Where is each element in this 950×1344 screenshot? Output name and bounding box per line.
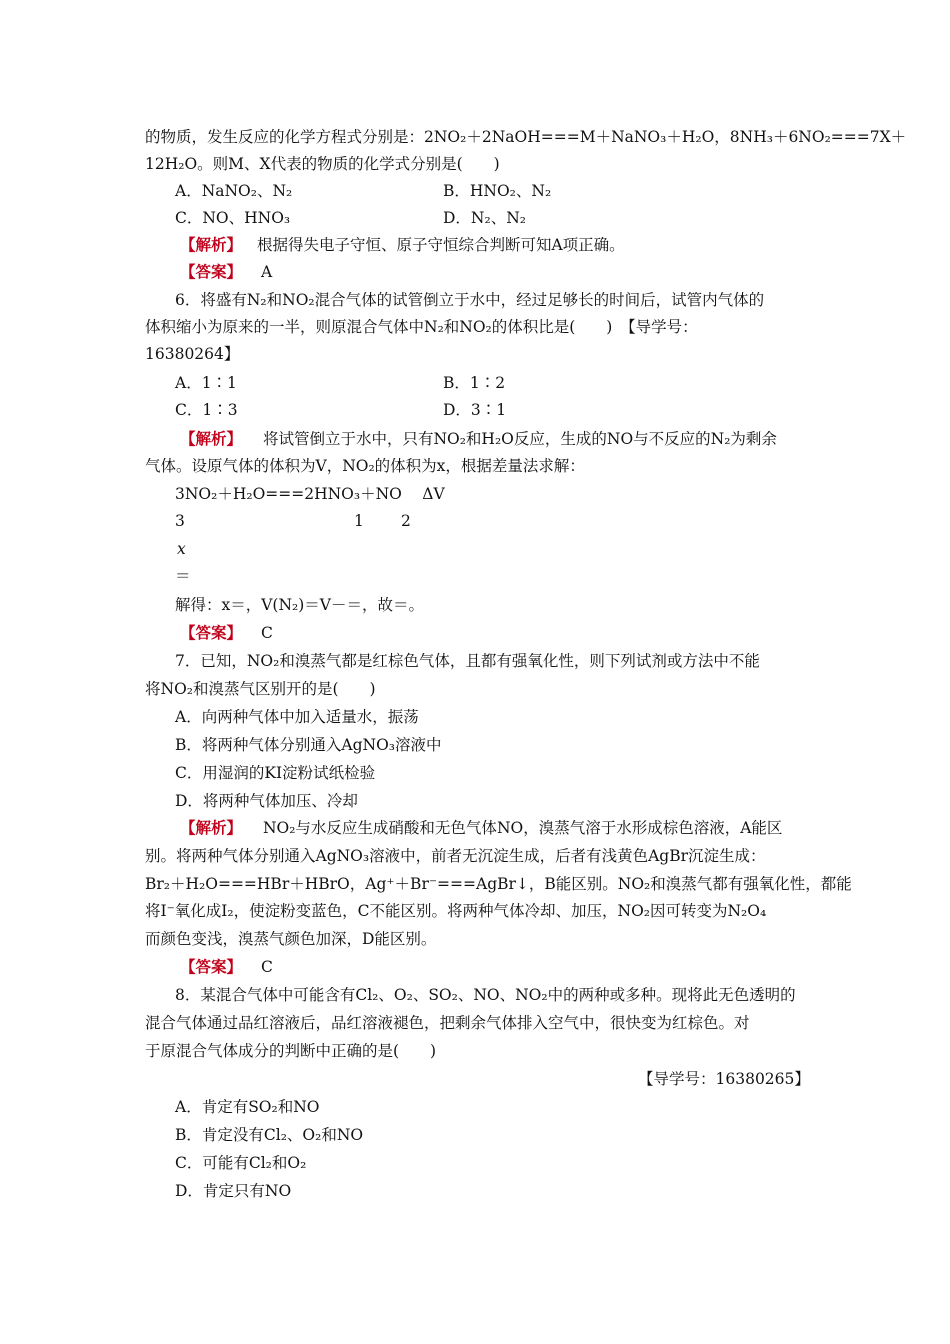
q8-option-d: D．肯定只有NO [175,1182,292,1200]
q6-solve: 解得：x＝，V(N₂)＝V－＝，故＝。 [175,596,424,614]
analysis-tag: 【解析】 [180,235,243,254]
q6-option-d: D．3∶1 [443,401,507,419]
q8-stem-line1: 8．某混合气体中可能含有Cl₂、O₂、SO₂、NO、NO₂中的两种或多种。现将此无色透明的 [175,986,796,1004]
q6-option-c: C．1∶3 [175,401,238,419]
q7-analysis-line4: 将I⁻氧化成I₂，使淀粉变蓝色，C不能区别。将两种气体冷却、加压，NO₂因可转变为N₂O₄ [145,902,767,920]
analysis-text: 根据得失电子守恒、原子守恒综合判断可知A项正确。 [256,236,625,254]
q6-stem-line2: 体积缩小为原来的一半，则原混合气体中N₂和NO₂的体积比是( ) 【导学号： [145,318,698,336]
q7-option-b: B．将两种气体分别通入AgNO₃溶液中 [175,736,442,754]
q5-stem-line1: 的物质，发生反应的化学方程式分别是：2NO₂＋2NaOH===M＋NaNO₃＋H₂O，8NH₃＋6NO₂===7X＋ [145,128,907,146]
q6-option-a: A．1∶1 [175,374,237,392]
q7-analysis-line3: Br₂＋H₂O===HBr＋HBrO，Ag⁺＋Br⁻===AgBr↓，B能区别。NO₂和溴蒸气都有强氧化性，都能 [145,875,852,893]
answer-value: C [260,958,273,976]
q6-analysis-line1 [180,428,777,450]
q8-stem-line2: 混合气体通过品红溶液后，品红溶液褪色，把剩余气体排入空气中，很快变为红棕色。对 [145,1014,750,1032]
q6-guide-number: 16380264】 [145,345,240,363]
q8-stem-line3: 于原混合气体成分的判断中正确的是( ) [145,1042,437,1060]
q6-analysis-line2: 气体。设原气体的体积为V，NO₂的体积为x，根据差量法求解： [145,457,585,475]
q7-option-d: D．将两种气体加压、冷却 [175,792,358,810]
q6-eq-coef-3: 3 [175,512,185,530]
q8-option-c: C．可能有Cl₂和O₂ [175,1154,307,1172]
answer-tag: 【答案】 [180,623,243,642]
q6-stem-line1: 6．将盛有N₂和NO₂混合气体的试管倒立于水中，经过足够长的时间后，试管内气体的 [175,291,765,309]
q6-answer [180,622,273,644]
q5-option-d: D．N₂、N₂ [443,209,526,227]
q5-answer [180,261,272,283]
q8-option-a: A．肯定有SO₂和NO [175,1098,320,1116]
answer-tag: 【答案】 [180,957,243,976]
q6-eq-coef-1: 1 [354,512,364,530]
q5-option-b: B．HNO₂、N₂ [443,182,552,200]
analysis-tag: 【解析】 [180,818,243,837]
q7-answer [180,956,273,978]
answer-tag: 【答案】 [180,262,243,281]
q8-option-b: B．肯定没有Cl₂、O₂和NO [175,1126,364,1144]
q6-eq-coef-2: 2 [401,512,411,530]
q7-analysis-line1 [180,817,782,839]
q7-analysis-line2: 别。将两种气体分别通入AgNO₃溶液中，前者无沉淀生成，后者有浅黄色AgBr沉淀生成： [145,847,766,865]
q7-stem-line2: 将NO₂和溴蒸气区别开的是( ) [145,680,376,698]
q5-analysis [180,234,625,256]
q8-guide-number: 【导学号：16380265】 [638,1070,810,1088]
q5-option-a: A．NaNO₂、N₂ [175,182,293,200]
q6-option-b: B．1∶2 [443,374,506,392]
q7-option-a: A．向两种气体中加入适量水，振荡 [175,708,419,726]
q5-stem-line2: 12H₂O。则M、X代表的物质的化学式分别是( ) [145,155,500,173]
q6-equation: 3NO₂＋H₂O===2HNO₃＋NO ΔV [175,485,445,503]
q6-eq-x: x [177,540,186,558]
analysis-text: NO₂与水反应生成硝酸和无色气体NO，溴蒸气溶于水形成棕色溶液，A能区 [262,819,783,837]
q7-stem-line1: 7．已知，NO₂和溴蒸气都是红棕色气体，且都有强氧化性，则下列试剂或方法中不能 [175,652,760,670]
q7-analysis-line5: 而颜色变浅，溴蒸气颜色加深，D能区别。 [145,930,437,948]
answer-value: A [260,263,273,281]
q5-option-c: C．NO、HNO₃ [175,209,291,227]
q7-option-c: C．用湿润的KI淀粉试纸检验 [175,764,376,782]
analysis-tag: 【解析】 [180,429,243,448]
answer-value: C [260,624,273,642]
analysis-text: 将试管倒立于水中，只有NO₂和H₂O反应，生成的NO与不反应的N₂为剩余 [262,430,777,448]
q6-eq-equals: ＝ [175,567,191,585]
